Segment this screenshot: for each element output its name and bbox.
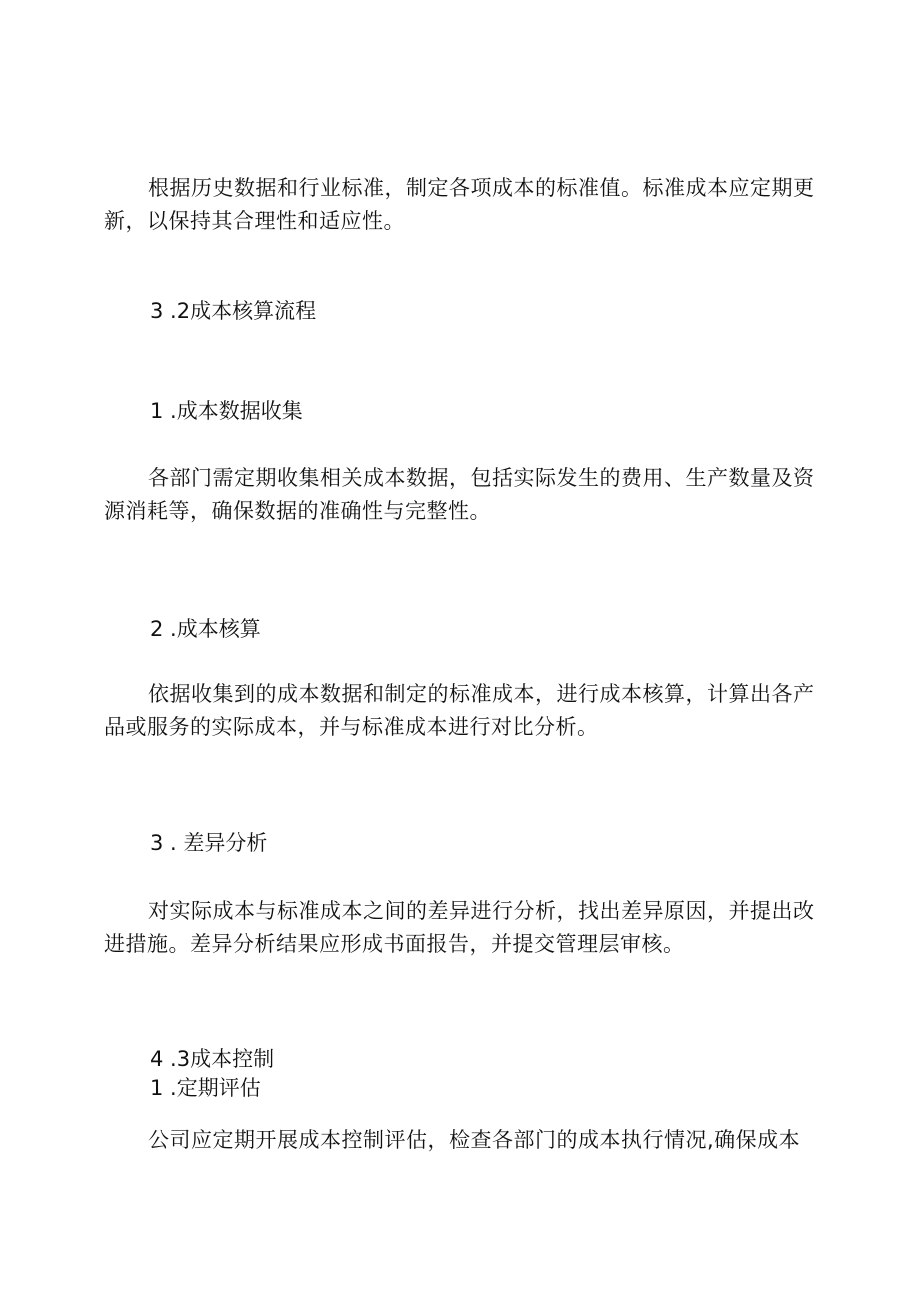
paragraph-line: 对实际成本与标准成本之间的差异进行分析，找出差异原因，并提出改 [148, 899, 815, 923]
paragraph-line: 根据历史数据和行业标准，制定各项成本的标准值。标准成本应定期更 [148, 176, 815, 200]
paragraph-line: 公司应定期开展成本控制评估，检查各部门的成本执行情况,确保成本 [148, 1128, 801, 1152]
paragraph-line: 依据收集到的成本数据和制定的标准成本，进行成本核算，计算出各产 [148, 682, 815, 706]
paragraph-line: 新，以保持其合理性和适应性。 [104, 209, 405, 233]
paragraph-line: 各部门需定期收集相关成本数据，包括实际发生的费用、生产数量及资 [148, 466, 815, 490]
paragraph-standard-cost-setting [104, 172, 820, 238]
subheading-data-collection: 1 .成本数据收集 [150, 399, 303, 423]
paragraph-line: 源消耗等，确保数据的准确性与完整性。 [104, 499, 491, 523]
section-heading-4-3: 4 .3成本控制 [150, 1047, 275, 1071]
paragraph-line: 品或服务的实际成本，并与标准成本进行对比分析。 [104, 715, 599, 739]
paragraph-variance-analysis [104, 895, 820, 961]
paragraph-periodic-evaluation [104, 1124, 820, 1157]
subheading-periodic-evaluation: 1 .定期评估 [150, 1076, 261, 1100]
section-heading-3-2: 3 .2成本核算流程 [150, 299, 317, 323]
subheading-cost-accounting: 2 .成本核算 [150, 617, 261, 641]
paragraph-data-collection [104, 462, 820, 528]
paragraph-line: 进措施。差异分析结果应形成书面报告，并提交管理层审核。 [104, 932, 685, 956]
paragraph-cost-accounting [104, 678, 820, 744]
subheading-variance-analysis: 3 . 差异分析 [150, 831, 268, 855]
